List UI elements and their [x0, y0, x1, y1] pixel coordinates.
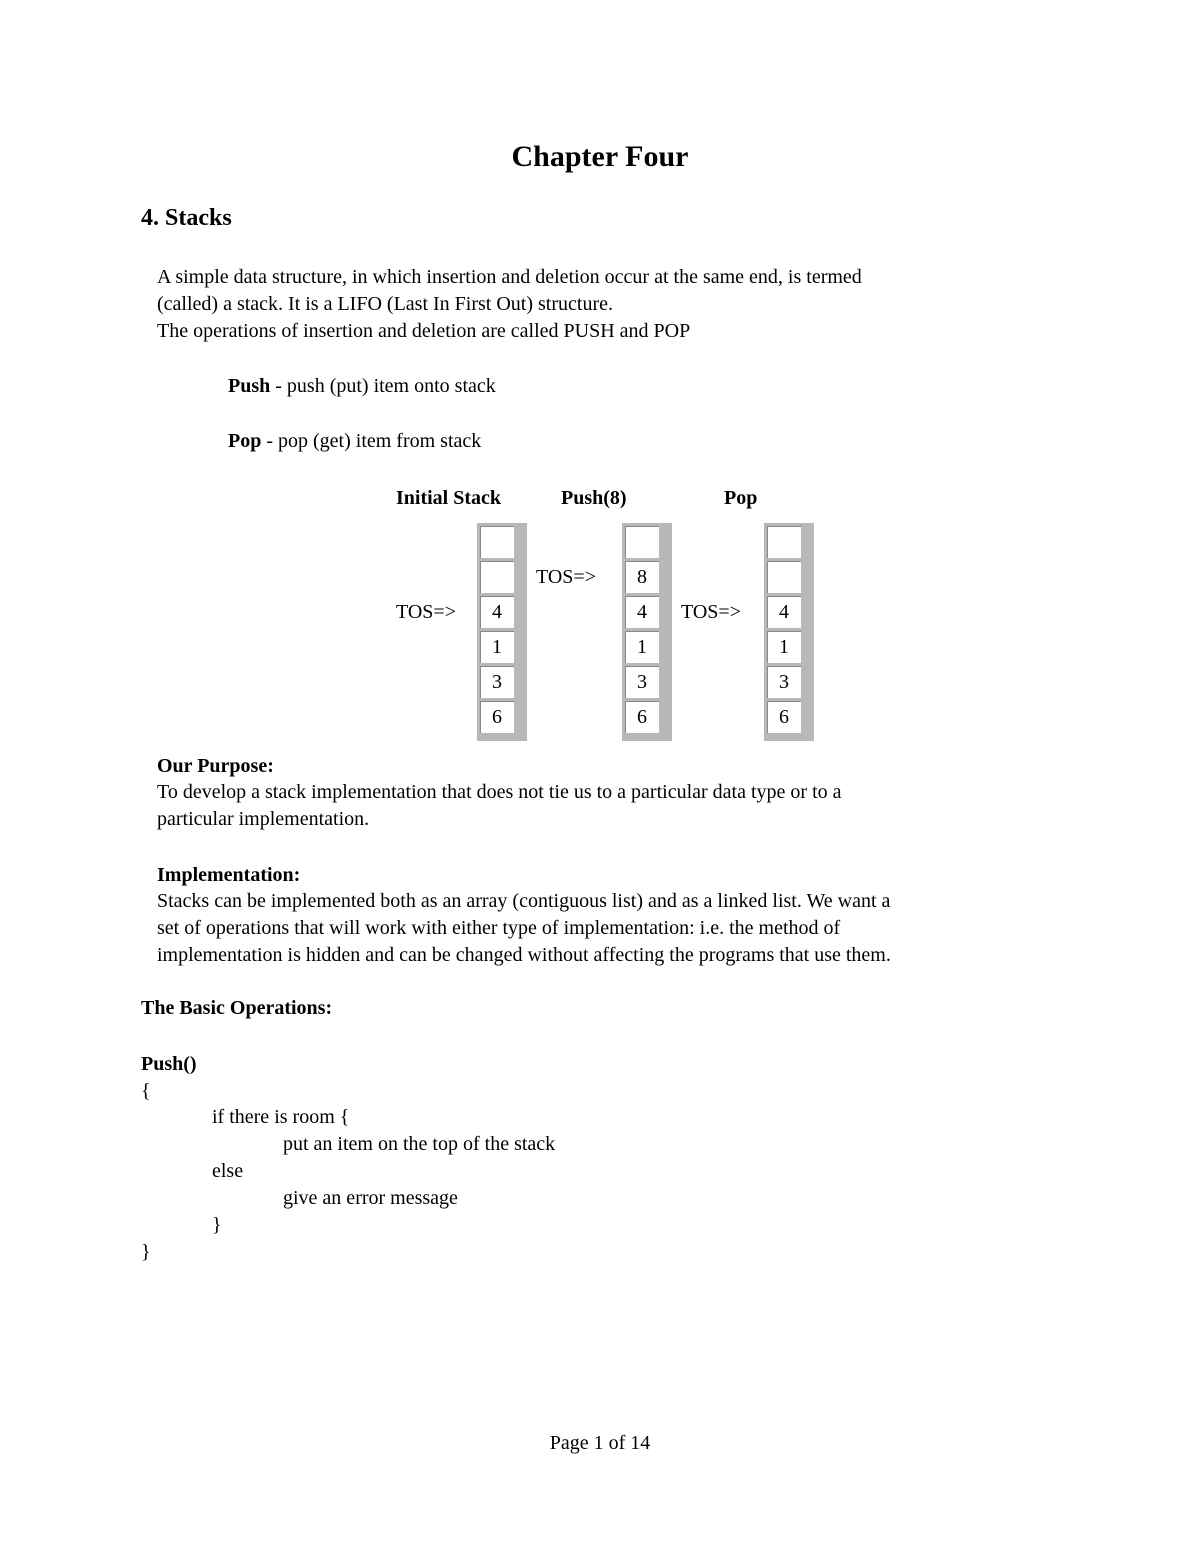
- implementation-line-3: implementation is hidden and can be changed without affecting the programs that use them.: [157, 944, 891, 966]
- code-then-line: put an item on the top of the stack: [283, 1133, 556, 1155]
- intro-line-1: A simple data structure, in which insertion and deletion occur at the same end, is termed: [157, 266, 862, 288]
- code-inner-close-brace: }: [212, 1214, 222, 1236]
- chapter-title: Chapter Four: [511, 140, 689, 173]
- purpose-line-1: To develop a stack implementation that does not tie us to a particular data type or to a: [157, 781, 842, 803]
- section-title: 4. Stacks: [141, 205, 232, 231]
- code-open-brace: {: [141, 1080, 151, 1102]
- stack-cell: 6: [767, 701, 801, 733]
- code-else-line: else: [212, 1160, 244, 1182]
- stack-cell: 8: [625, 561, 659, 593]
- header-pop: Pop: [724, 487, 758, 509]
- push-desc: - push (put) item onto stack: [270, 375, 496, 397]
- stack-cell: [767, 526, 801, 558]
- stack-cell: [625, 526, 659, 558]
- stack-cell: 6: [480, 701, 514, 733]
- stack-cell: 3: [767, 666, 801, 698]
- code-if-line: if there is room {: [212, 1106, 350, 1128]
- stack-cell: [480, 561, 514, 593]
- stack-cell: 4: [480, 596, 514, 628]
- pop-desc: - pop (get) item from stack: [261, 430, 482, 452]
- stack-cell: 1: [480, 631, 514, 663]
- stack-cell: 4: [625, 596, 659, 628]
- tos-label-initial: TOS=>: [396, 601, 456, 623]
- pop-term: Pop: [228, 430, 262, 452]
- tos-label-pop: TOS=>: [681, 601, 741, 623]
- intro-line-3: The operations of insertion and deletion are called PUSH and POP: [157, 320, 691, 342]
- basic-operations-heading: The Basic Operations:: [141, 997, 333, 1019]
- stack-cell: [480, 526, 514, 558]
- stack-cell: 3: [480, 666, 514, 698]
- purpose-heading: Our Purpose:: [157, 755, 274, 777]
- push-definition: [228, 373, 496, 400]
- purpose-line-2: particular implementation.: [157, 808, 370, 830]
- implementation-heading: Implementation:: [157, 864, 301, 886]
- stack-cell: 6: [625, 701, 659, 733]
- header-push: Push(8): [561, 487, 627, 509]
- stack-initial: [477, 523, 527, 741]
- page-number: Page 1 of 14: [549, 1432, 651, 1454]
- stack-cell: [767, 561, 801, 593]
- stack-cell: 1: [767, 631, 801, 663]
- code-close-brace: }: [141, 1241, 151, 1263]
- pop-definition: [228, 428, 481, 455]
- push-term: Push: [228, 375, 271, 397]
- intro-line-2: (called) a stack. It is a LIFO (Last In First Out) structure.: [157, 293, 613, 315]
- code-function-name: Push(): [141, 1053, 197, 1075]
- header-initial-stack: Initial Stack: [396, 487, 502, 509]
- tos-label-push: TOS=>: [536, 566, 596, 588]
- implementation-line-1: Stacks can be implemented both as an array (contiguous list) and as a linked list. We want a: [157, 890, 891, 912]
- code-error-line: give an error message: [283, 1187, 458, 1209]
- implementation-line-2: set of operations that will work with either type of implementation: i.e. the method of: [157, 917, 841, 939]
- stack-after-push: [622, 523, 672, 741]
- stack-cell: 4: [767, 596, 801, 628]
- stack-cell: 3: [625, 666, 659, 698]
- stack-after-pop: [764, 523, 814, 741]
- stack-cell: 1: [625, 631, 659, 663]
